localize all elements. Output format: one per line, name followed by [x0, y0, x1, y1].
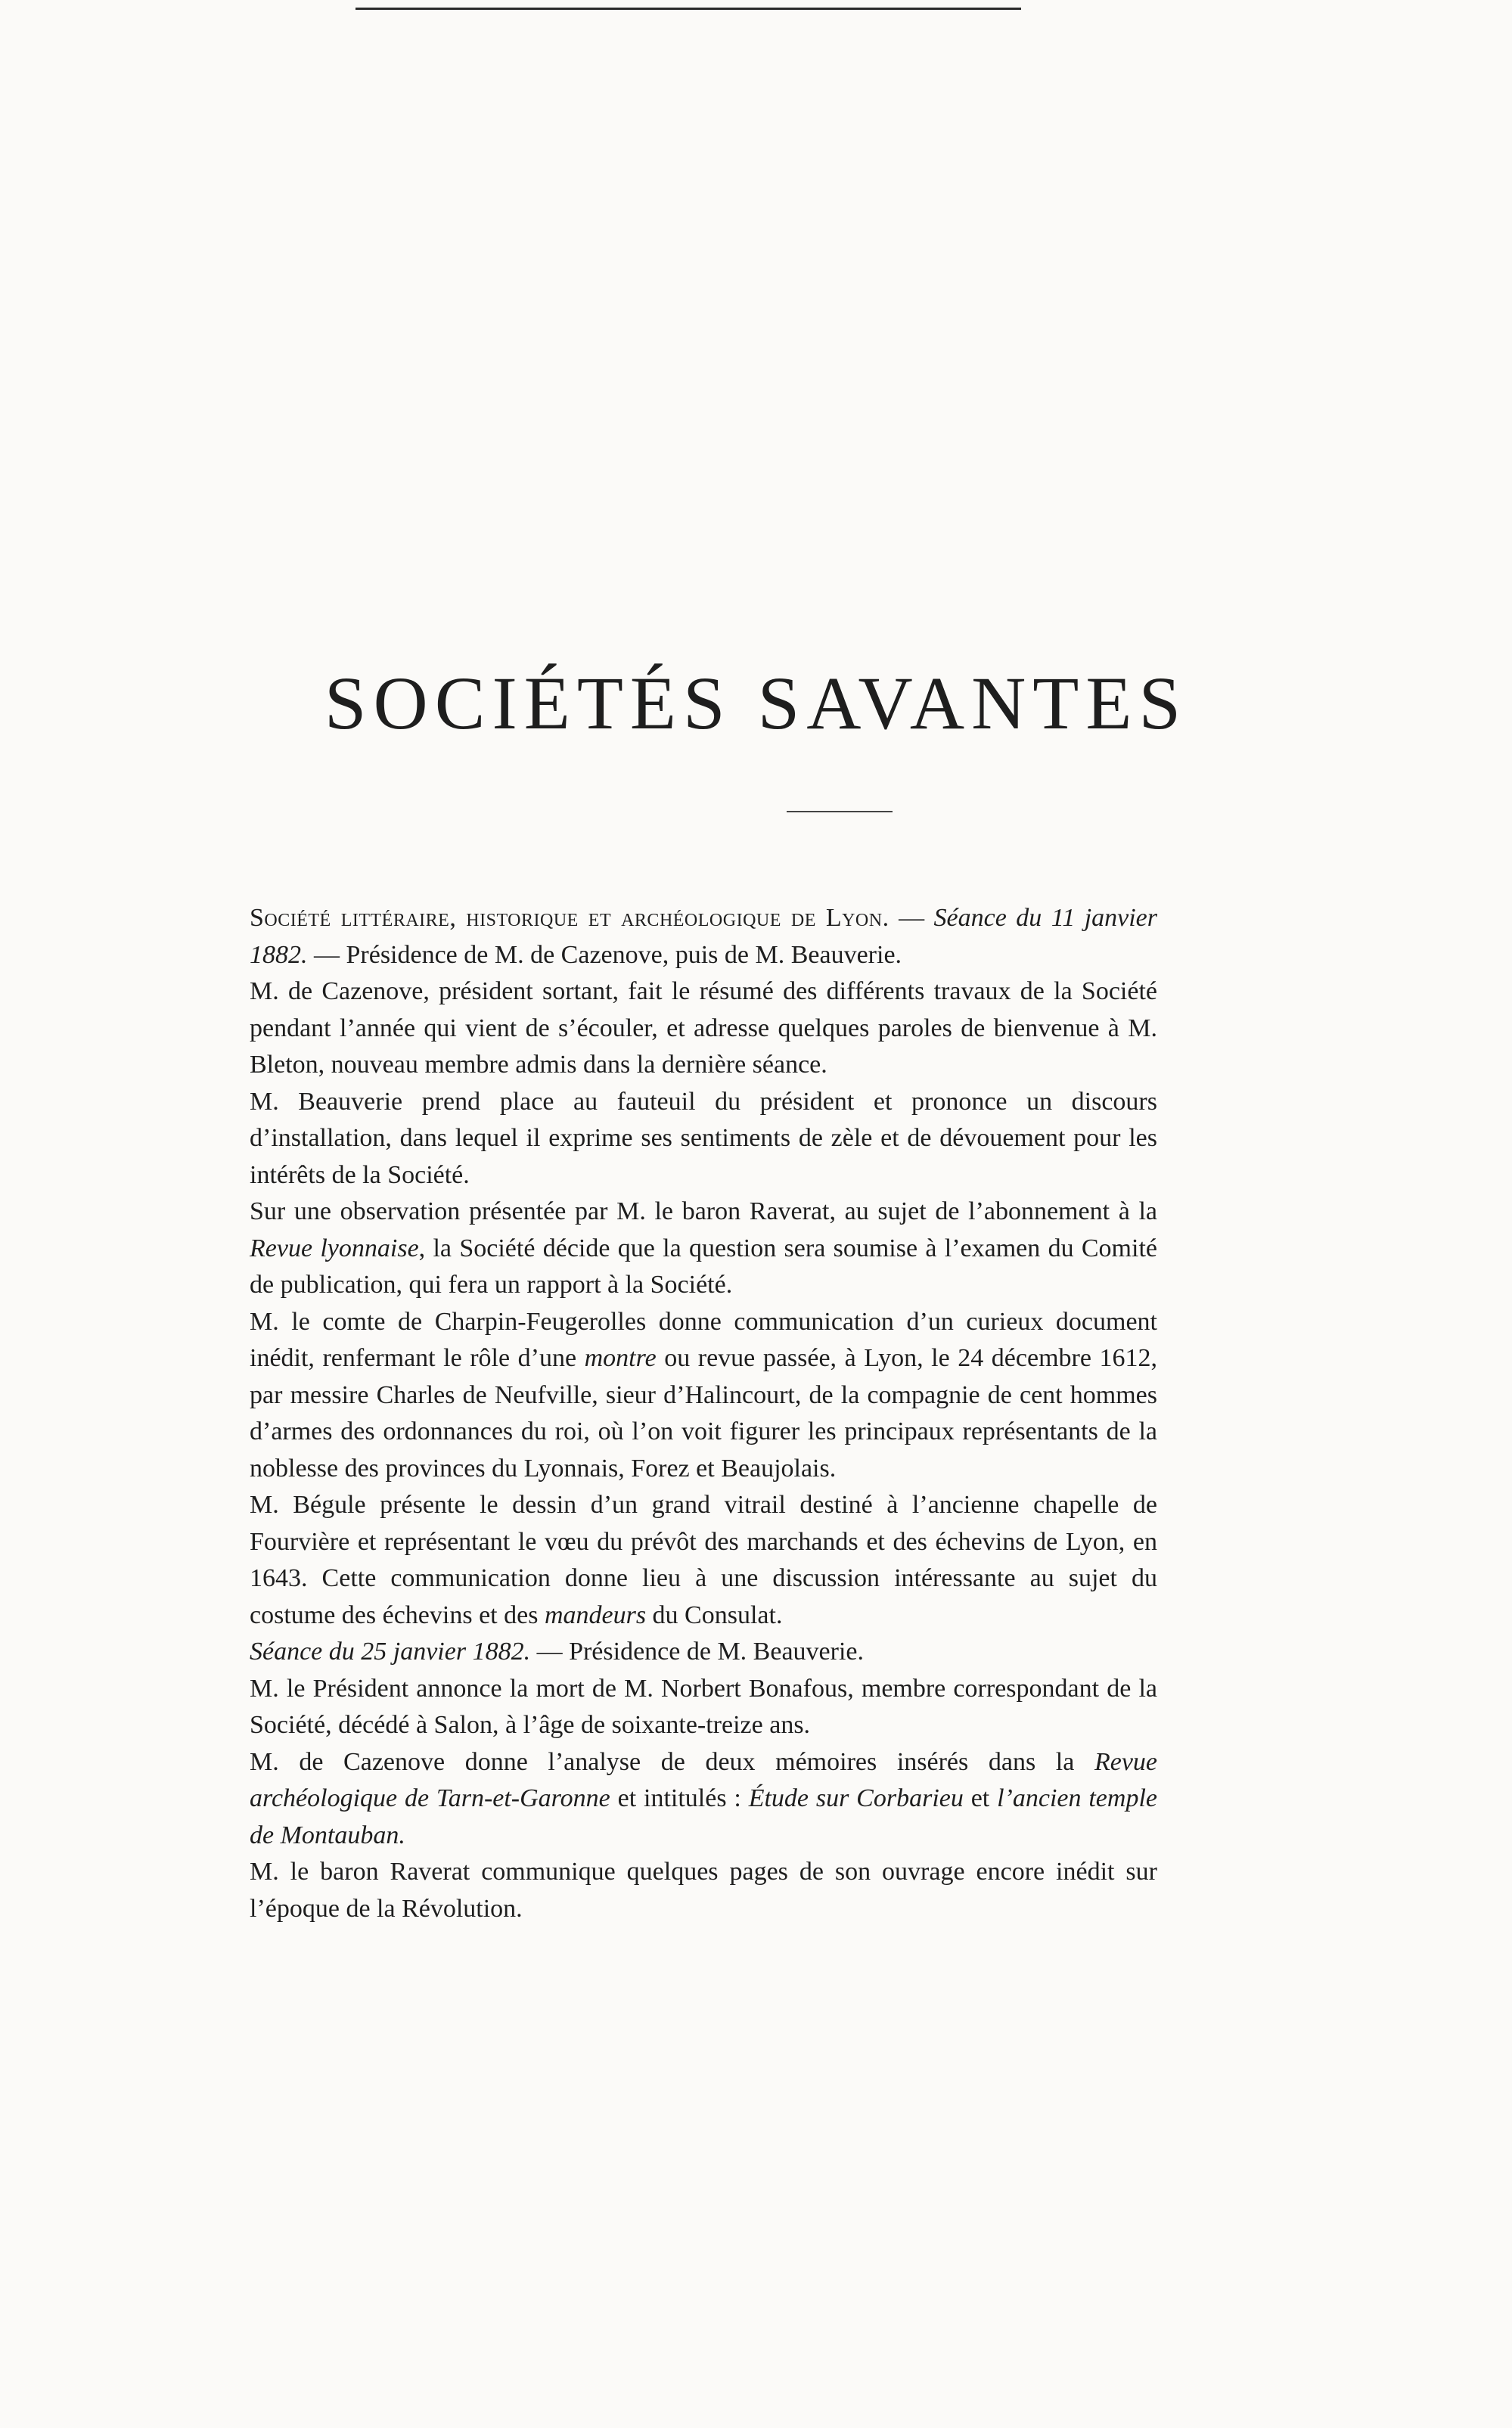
text-segment: Revue archéologique de Tarn-et-Garonne: [250, 1747, 1157, 1812]
paragraph: [250, 1194, 1157, 1304]
title-divider: [787, 811, 893, 812]
text-segment: M. de Cazenove, président sortant, fait le résumé des différents travaux de la Société pendant l’année qui vient de s’écouler, et adresse quelques paroles de bienvenue à M. Bleton, nouveau membre admis dans la dernière séance.: [250, 977, 1157, 1079]
paragraph: [250, 1634, 1157, 1671]
text-segment: —: [889, 904, 934, 932]
text-segment: Séance du 11 janvier 1882.: [250, 904, 1157, 969]
text-segment: montre: [584, 1344, 657, 1372]
paragraph: [250, 1744, 1157, 1855]
text-segment: Étude sur Corbarieu: [748, 1784, 964, 1812]
page-title: SOCIÉTÉS SAVANTES: [324, 661, 1188, 745]
text-segment: Sur une observation présentée par M. le baron Raverat, au sujet de l’abonnement à la: [250, 1197, 1157, 1225]
text-segment: Séance du 25 janvier 1882.: [250, 1638, 531, 1666]
text-segment: — Présidence de M. de Cazenove, puis de M. Beauverie.: [307, 940, 902, 969]
text-segment: M. le Président annonce la mort de M. Norbert Bonafous, membre correspondant de la Société, décédé à Salon, à l’âge de soixante-treize ans.: [250, 1674, 1157, 1739]
text-segment: M. le baron Raverat communique quelques pages de son ouvrage encore inédit sur l’époque de la Révolution.: [250, 1858, 1157, 1923]
text-segment: M. Bégule présente le dessin d’un grand vitrail destiné à l’ancienne chapelle de Fourvière et représentant le vœu du prévôt des marchands et des échevins de Lyon, en 1643. Cette communication donne lieu à une discussion intéressante au sujet du costume des échevins et des: [250, 1491, 1157, 1629]
text-segment: et: [963, 1784, 998, 1812]
paragraph: [250, 1671, 1157, 1744]
paragraph: [250, 900, 1157, 973]
text-segment: Société littéraire, historique et archéologique de Lyon.: [250, 904, 890, 932]
text-segment: l’ancien temple de Montauban.: [250, 1784, 1157, 1849]
text-segment: du Consulat.: [646, 1601, 783, 1629]
text-segment: Revue lyonnaise: [250, 1234, 419, 1262]
top-rule: [355, 8, 1021, 10]
text-segment: M. de Cazenove donne l’analyse de deux mémoires insérés dans la: [250, 1747, 1094, 1776]
article-body: [250, 900, 1157, 1927]
text-segment: ou revue passée, à Lyon, le 24 décembre 1612, par messire Charles de Neufville, sieur d’Halincourt, de la compagnie de cent hommes d’armes des ordonnances du roi, où l’on voit figurer les principaux représentants de la noblesse des provinces du Lyonnais, Forez et Beaujolais.: [250, 1344, 1157, 1483]
text-segment: et intitulés :: [610, 1784, 749, 1812]
paragraph: [250, 1304, 1157, 1488]
paragraph: [250, 1854, 1157, 1927]
paragraph: [250, 1084, 1157, 1194]
paragraph: [250, 973, 1157, 1084]
text-segment: , la Société décide que la question sera soumise à l’examen du Comité de publication, qui fera un rapport à la Société.: [250, 1234, 1157, 1299]
text-segment: — Présidence de M. Beauverie.: [530, 1638, 864, 1666]
paragraph: [250, 1487, 1157, 1634]
text-segment: M. Beauverie prend place au fauteuil du président et prononce un discours d’installation, dans lequel il exprime ses sentiments de zèle et de dévouement pour les intérêts de la Société.: [250, 1087, 1157, 1189]
text-segment: M. le comte de Charpin-Feugerolles donne communication d’un curieux document inédit, renfermant le rôle d’une: [250, 1307, 1157, 1372]
text-segment: mandeurs: [544, 1601, 647, 1629]
